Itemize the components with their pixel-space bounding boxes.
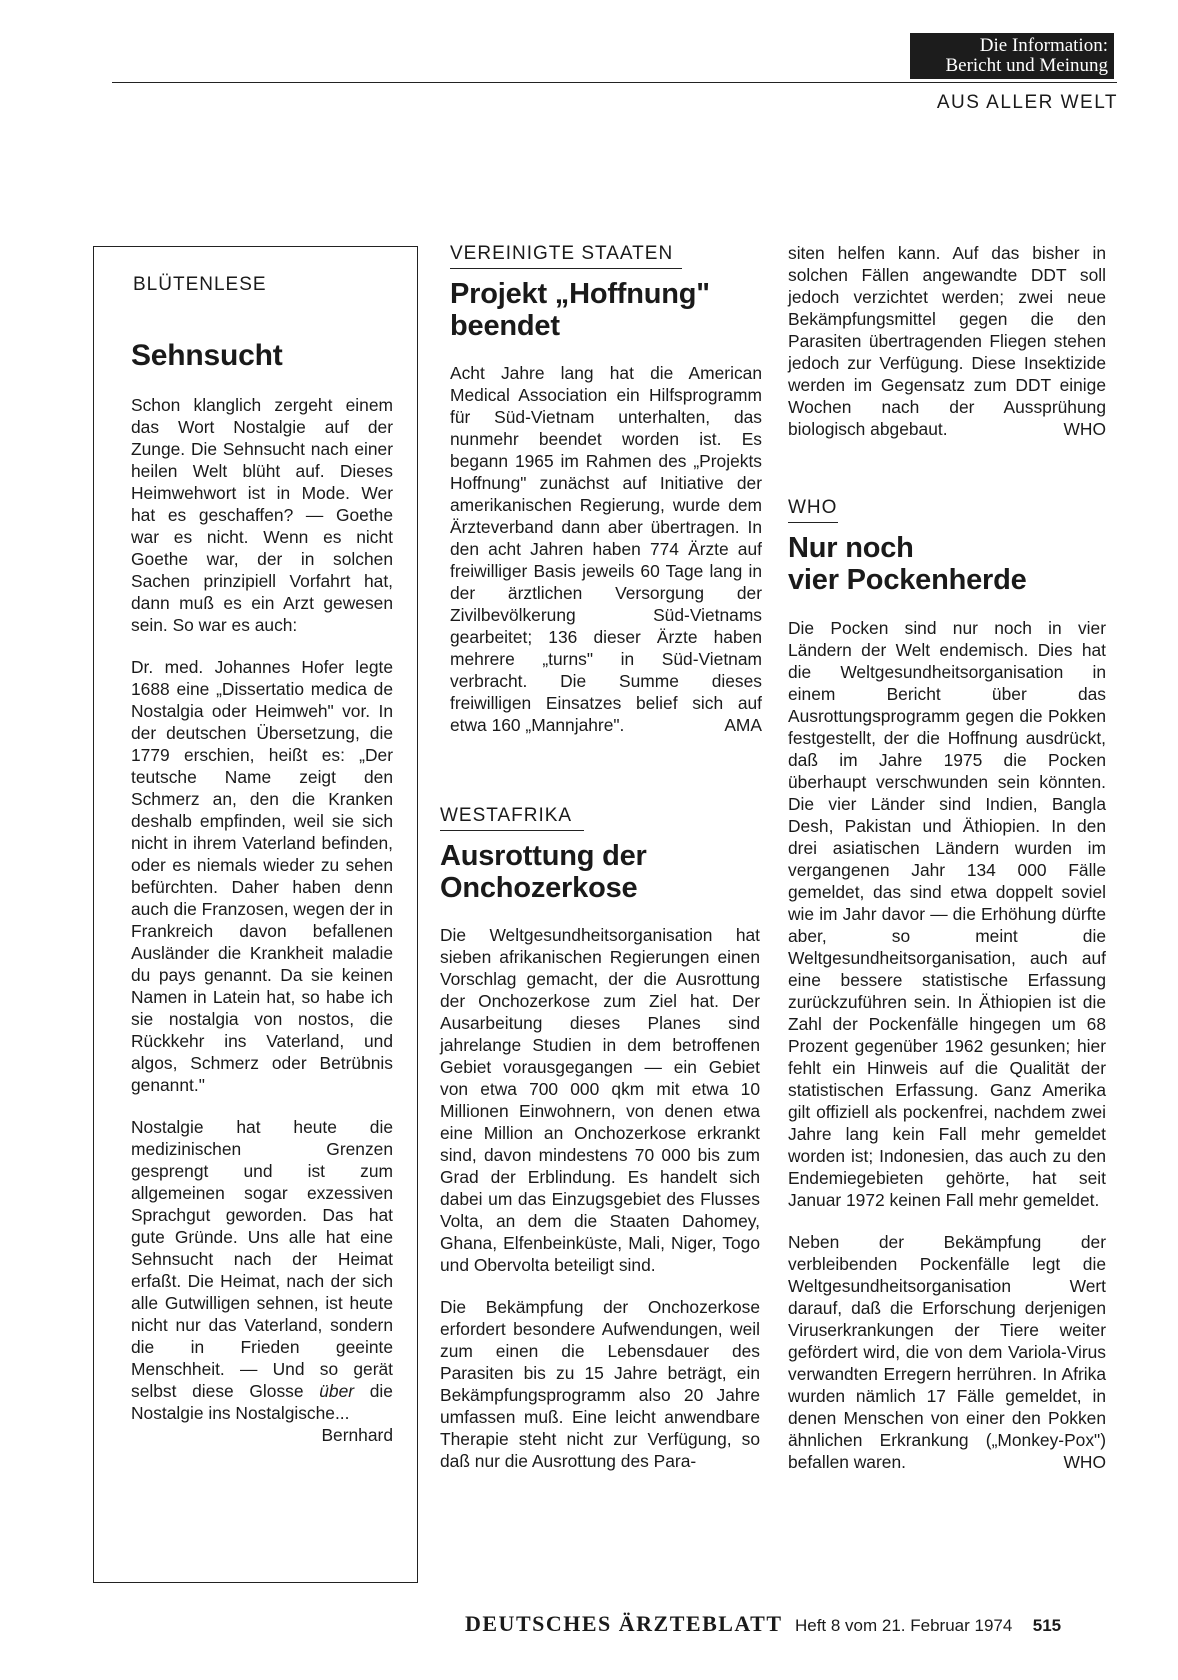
article2-title [440, 840, 647, 904]
kicker-rule [450, 268, 682, 269]
sidebar-paragraph-last [131, 1116, 393, 1445]
header-rule [112, 82, 1117, 83]
article3-kicker: WHO [788, 497, 838, 518]
sidebar-emphasis: über [319, 1381, 355, 1401]
article3-body [788, 617, 1106, 1473]
issue-info: Heft 8 vom 21. Februar 1974 [794, 1616, 1013, 1635]
section-badge [910, 33, 1114, 79]
title-line: Nur noch [788, 532, 914, 564]
article3-paragraph [788, 1231, 1106, 1473]
article2-paragraph: Die Weltgesundheitsorganisation hat sieben afrikanischen Regierungen einen Vorschlag gemacht, der die Ausrottung der Onchozerkose zum Ziel hat. Der Ausarbeitung dieses Planes sind jahrelange Studien in dem betroffenen Gebiet vorausgegangen — ein Gebiet von etwa 700 000 qkm mit etwa 10 Millionen Einwohnern, von denen etwa eine Million an Onchozerkose erkrankt sind, davon mindestens 70 000 bis zum Grad der Erblindung. Es handelt sich dabei um das Einzugsgebiet des Flusses Volta, an dem die Staaten Dahomey, Ghana, Elfenbeinküste, Mali, Niger, Togo und Obervolta beteiligt sind. [440, 925, 760, 1275]
sidebar-paragraph: Dr. med. Johannes Hofer legte 1688 eine „Dissertatio medica de Nostalgia oder Heimweh" vor. In der deutschen Übersetzung, die 1779 erschien, heißt es: „Der teutsche Name zeigt den Schmerz an, den die Kranken deshalb empfinden, weil sie sich nicht in ihrem Vaterland befinden, oder es niemals wieder zu sehen befürchten. Daher haben denn auch die Franzosen, wegen der in Frankreich davon befallenen Ausländer die Krankheit maladie du pays genannt. Da sie keinen Namen in Latein hat, so habe ich sie nostalgia von nostos, die Rückkehr ins Vaterland, und algos, Schmerz oder Betrübnis genannt." [131, 657, 393, 1095]
title-line: Onchozerkose [440, 872, 638, 904]
sidebar-text: die Nostalgie ins Nostalgische... [131, 1381, 393, 1423]
article2-text: siten helfen kann. Auf das bisher in solchen Fällen angewandte DDT soll jedoch verzichtet werden; zwei neue Bekämpfungsmittel gegen die den Parasiten übertragenden Fliegen stehen jedoch zur Verfügung. Diese Insektizide werden im Gegensatz zum DDT einige Wochen nach der Aussprühung biologisch abgebaut. [788, 243, 1106, 439]
sidebar-title: Sehnsucht [131, 339, 283, 372]
article3-text: Neben der Bekämpfung der verbleibenden Pockenfälle legt die Weltgesundheitsorganisation Wert darauf, daß die Erforschung derjenigen Viruserkrankungen der Tiere weiter gefördert wird, die von dem Variola-Virus verwandten Erregern herrühren. In Afrika wurden nämlich 17 Fälle gemeldet, in denen Menschen von einer den Pokken ähnlichen Erkrankung („Monkey-Pox") befallen waren. [788, 1232, 1106, 1472]
article1-kicker: VEREINIGTE STAATEN [450, 243, 674, 264]
title-line: Ausrottung der [440, 840, 647, 872]
article1-text: Acht Jahre lang hat die American Medical Association ein Hilfsprogramm für Süd-Vietnam unterhalten, das nunmehr beendet worden ist. Es begann 1965 im Rahmen des „Projekts Hoffnung" zunächst auf Initiative der amerikanischen Regierung, wurde dem Ärzteverband dann aber übertragen. In den acht Jahren haben 774 Ärzte auf freiwilliger Basis jeweils 60 Tage lang in der ärztlichen Versorgung der Zivilbevölkerung Süd-Vietnams gearbeitet; 136 dieser Ärzte haben mehrere „turns" in Süd-Vietnam verbracht. Die Summe dieses freiwilligen Einsatzes belief sich auf etwa 160 „Mannjahre". [450, 363, 762, 735]
article1-title [450, 278, 710, 342]
title-line: Projekt „Hoffnung" [450, 278, 710, 310]
sidebar-signature: Bernhard [321, 1425, 393, 1445]
badge-line-1: Die Information: [979, 35, 1108, 56]
title-line: beendet [450, 310, 560, 342]
article3-signature: WHO [1063, 1452, 1106, 1472]
badge-line-2: Bericht und Meinung [945, 55, 1108, 76]
sidebar-paragraph: Schon klanglich zergeht einem das Wort Nostalgie auf der Zunge. Die Sehnsucht nach einer heilen Welt blüht auf. Dieses Heimwehwort ist in Mode. Wer hat es geschaffen? — Goethe war es nicht. Wenn es nicht Goethe war, der in solchen Sachen prinzipiell Vorfahrt hat, dann muß es ein Arzt gewesen sein. So war es auch: [131, 395, 393, 635]
page-number: 515 [1032, 1616, 1062, 1635]
article1-body [450, 362, 762, 736]
page-footer [465, 1611, 1105, 1637]
section-label: AUS ALLER WELT [936, 92, 1118, 113]
kicker-rule [788, 522, 838, 523]
article3-title [788, 532, 1027, 596]
article2-paragraph [788, 242, 1106, 440]
kicker-rule [440, 830, 584, 831]
article3-paragraph: Die Pocken sind nur noch in vier Ländern der Welt endemisch. Dies hat die Weltgesundheitsorganisation in einem Bericht über das Ausrottungsprogramm gegen die Pokken festgestellt, der die Hoffnung ausdrückt, daß im Jahre 1975 die Pocken überhaupt verschwunden sein könnten. Die vier Länder sind Indien, Bangla Desh, Pakistan und Äthiopien. In den drei asiatischen Ländern wurden im vergangenen Jahr 134 000 Fälle gemeldet, das sind etwa doppelt soviel wie im Jahr davor — die Erhöhung dürfte aber, so meint die Weltgesundheitsorganisation, auch auf eine bessere statistische Erfassung zurückzuführen sein. In Äthiopien ist die Zahl der Pockenfälle hingegen um 68 Prozent gegenüber 1962 gesunken; hier fehlt ein Hinweis auf die Qualität der statistischen Erfassung. Ganz Amerika gilt offiziell als pockenfrei, nachdem zwei Jahre lang kein Fall mehr gemeldet worden ist; Indonesien, das auch zu den Endemiegebieten gehörte, hat seit Januar 1972 keinen Fall mehr gemeldet. [788, 618, 1106, 1210]
article1-paragraph [450, 362, 762, 736]
sidebar-body [131, 394, 393, 1446]
masthead: DEUTSCHES ÄRZTEBLATT [465, 1611, 783, 1636]
article2-kicker: WESTAFRIKA [440, 805, 573, 826]
article2-body [440, 924, 760, 1472]
article1-signature: AMA [724, 715, 762, 735]
article2-continuation [788, 242, 1106, 440]
article2-signature: WHO [1063, 419, 1106, 439]
sidebar-kicker: BLÜTENLESE [133, 274, 267, 295]
title-line: vier Pockenherde [788, 564, 1027, 596]
sidebar-text: Nostalgie hat heute die medizinischen Grenzen gesprengt und ist zum allgemeinen sogar exzessiven Sprachgut geworden. Das hat gute Gründe. Uns alle hat eine Sehnsucht nach der Heimat erfaßt. Die Heimat, nach der sich alle Gutwilligen sehnen, ist heute nicht nur das Vaterland, sondern die in Frieden geeinte Menschheit. — Und so gerät selbst diese Glosse [131, 1117, 393, 1401]
article2-paragraph: Die Bekämpfung der Onchozerkose erfordert besondere Aufwendungen, weil zum einen die Lebensdauer des Parasiten bis zu 15 Jahre beträgt, ein Bekämpfungsprogramm also 20 Jahre umfassen muß. Eine leicht anwendbare Therapie steht nicht zur Verfügung, so daß nur die Ausrottung des Para- [440, 1297, 760, 1471]
